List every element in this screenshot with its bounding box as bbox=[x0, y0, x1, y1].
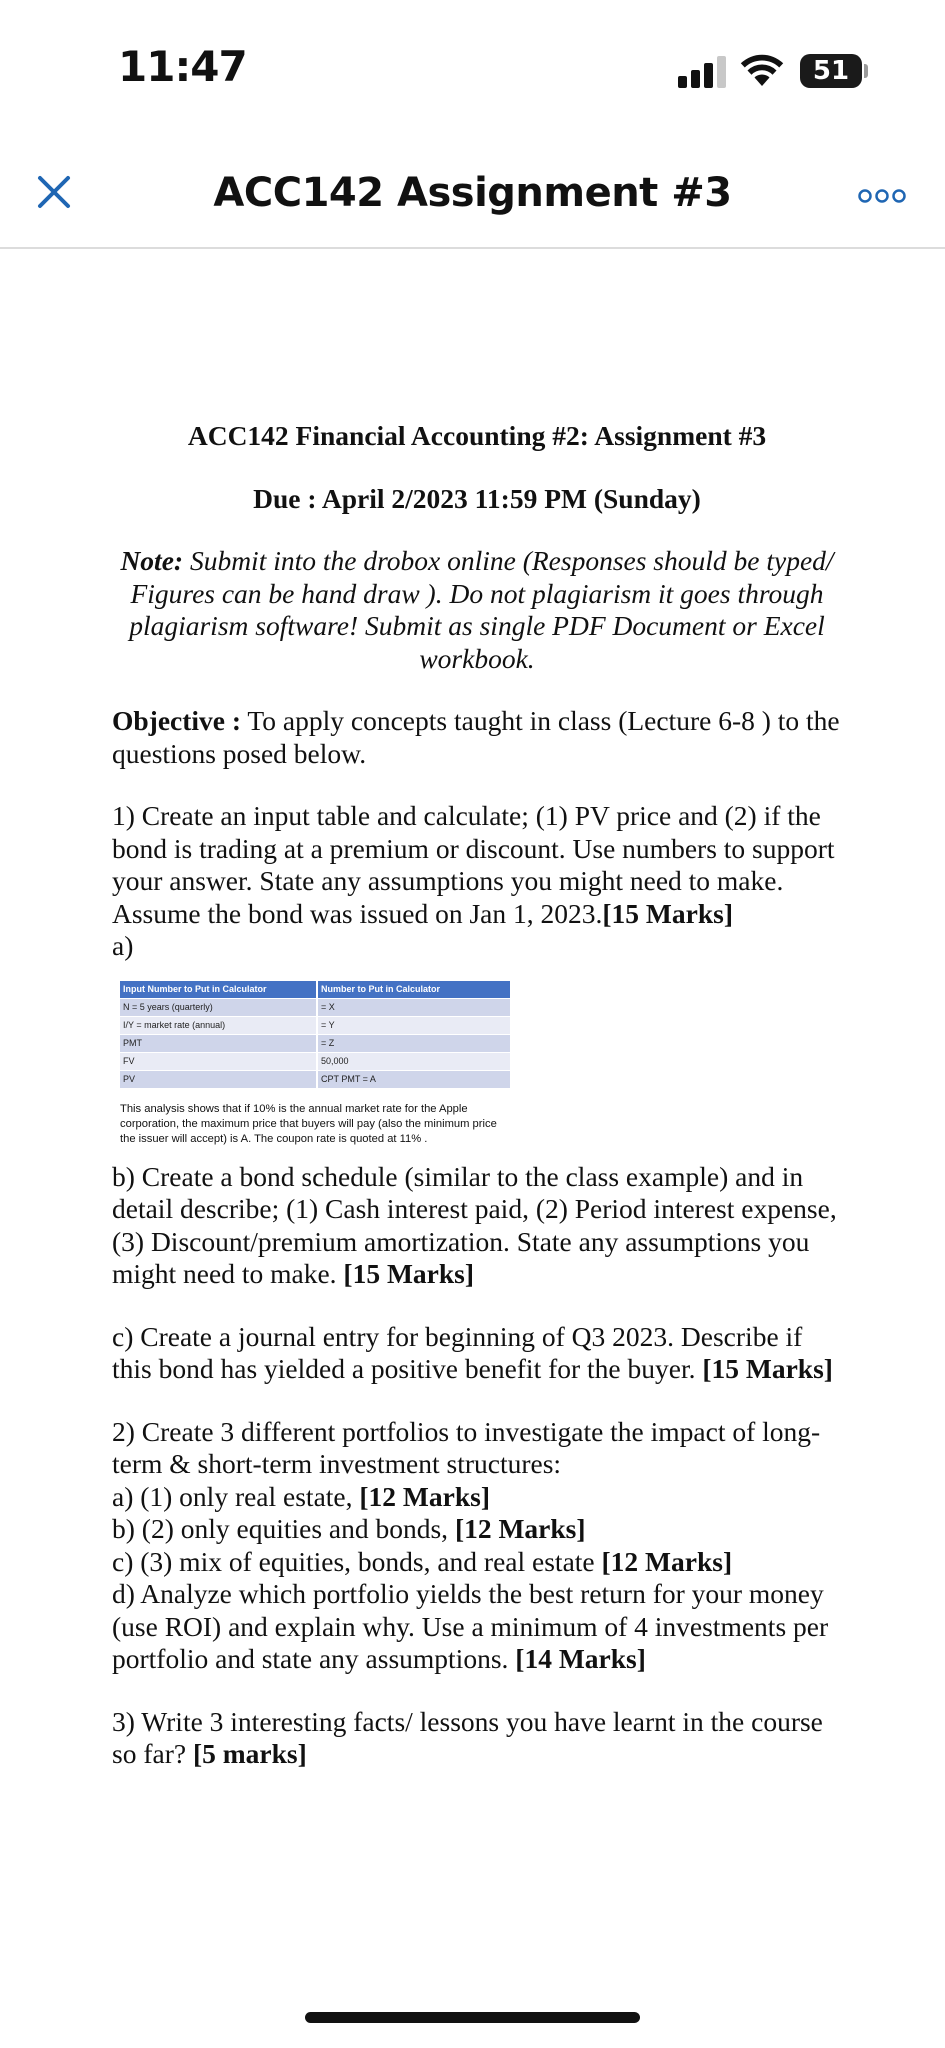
question-1-marks: [15 Marks] bbox=[602, 897, 733, 929]
table-header-cell: Number to Put in Calculator bbox=[317, 981, 511, 999]
question-1b-text: b) Create a bond schedule (similar to the class example) and in detail describe; (1) Cash interest paid, (2) Period interest expense, (3) Discount/premium amortization. State any assumptions you might need to make. bbox=[112, 1160, 837, 1289]
table-row bbox=[120, 1016, 511, 1034]
table-row bbox=[120, 1052, 511, 1070]
submission-note bbox=[112, 545, 842, 675]
table-caption: This analysis shows that if 10% is the annual market rate for the Apple corporation, the maximum price that buyers will pay (also the minimum price the issuer will accept) is A. The coupon rate is quoted at 11% . bbox=[120, 1102, 497, 1145]
objective-text: To apply concepts taught in class (Lecture 6-8 ) to the questions posed below. bbox=[112, 705, 840, 769]
calculator-input-table bbox=[120, 981, 512, 1088]
question-2a-text: a) (1) only real estate, bbox=[112, 1480, 360, 1512]
battery-tip bbox=[864, 64, 868, 78]
status-bar bbox=[0, 0, 945, 130]
objective-label: Objective : bbox=[112, 705, 242, 736]
question-1c bbox=[112, 1321, 842, 1386]
table-cell: = Z bbox=[317, 1034, 511, 1052]
question-3-marks: [5 marks] bbox=[192, 1738, 307, 1769]
nav-header bbox=[0, 130, 945, 249]
calculator-input-figure bbox=[120, 981, 512, 1147]
question-2b-text: b) (2) only equities and bonds, bbox=[112, 1513, 455, 1544]
question-3-text: 3) Write 3 interesting facts/ lessons you have learnt in the course so far? bbox=[112, 1705, 823, 1769]
question-1c-marks: [15 Marks] bbox=[702, 1353, 833, 1384]
question-2-intro: 2) Create 3 different portfolios to investigate the impact of long-term & short-term investment structures: bbox=[112, 1415, 821, 1479]
question-1a-label: a) bbox=[112, 930, 134, 961]
more-options-icon[interactable] bbox=[858, 188, 906, 204]
question-2d-marks: [14 Marks] bbox=[515, 1643, 646, 1674]
question-1 bbox=[112, 800, 842, 963]
table-cell: 50,000 bbox=[317, 1052, 511, 1070]
table-row bbox=[120, 1070, 511, 1088]
page-title: ACC142 Assignment #3 bbox=[213, 170, 732, 216]
table-cell: FV bbox=[120, 1052, 317, 1070]
question-2c-marks: [12 Marks] bbox=[601, 1545, 733, 1577]
question-2c-text: c) (3) mix of equities, bonds, and real estate bbox=[112, 1545, 602, 1577]
table-row bbox=[120, 1034, 511, 1052]
table-header-cell: Input Number to Put in Calculator bbox=[120, 981, 317, 999]
wifi-icon bbox=[740, 52, 784, 88]
table-cell: PMT bbox=[120, 1034, 317, 1052]
cellular-signal-icon bbox=[678, 56, 726, 88]
question-2b-marks: [12 Marks] bbox=[454, 1513, 586, 1544]
table-cell: = X bbox=[317, 998, 511, 1016]
due-date: Due : April 2/2023 11:59 PM (Sunday) bbox=[253, 482, 701, 514]
document-title: ACC142 Financial Accounting #2: Assignment #3 bbox=[187, 420, 767, 451]
objective bbox=[112, 705, 842, 770]
note-text: Submit into the drobox online (Responses should be typed/ Figures can be hand draw ). Do not plagiarism it goes through plagiarism software! Submit as single PDF Document or Excel workbook. bbox=[129, 545, 834, 674]
question-2d-text: d) Analyze which portfolio yields the best return for your money (use ROI) and explain why. Use a minimum of 4 investments per portfolio and state any assumptions. bbox=[112, 1578, 829, 1674]
table-header-row bbox=[120, 981, 511, 999]
note-label: Note: bbox=[120, 545, 184, 576]
question-1c-text: c) Create a journal entry for beginning of Q3 2023. Describe if this bond has yielded a positive benefit for the buyer. bbox=[112, 1320, 803, 1384]
question-1b-marks: [15 Marks] bbox=[343, 1258, 475, 1289]
table-row bbox=[120, 998, 511, 1016]
document-content bbox=[112, 420, 842, 1771]
table-cell: = Y bbox=[317, 1016, 511, 1034]
table-cell: N = 5 years (quarterly) bbox=[120, 998, 317, 1016]
question-1b bbox=[112, 1161, 842, 1291]
status-time: 11:47 bbox=[118, 42, 247, 91]
table-cell: I/Y = market rate (annual) bbox=[120, 1016, 317, 1034]
question-2a-marks: [12 Marks] bbox=[359, 1480, 490, 1512]
table-cell: PV bbox=[120, 1070, 317, 1088]
question-3 bbox=[112, 1706, 842, 1771]
home-indicator[interactable] bbox=[305, 2012, 640, 2023]
question-2 bbox=[112, 1416, 842, 1676]
table-cell: CPT PMT = A bbox=[317, 1070, 511, 1088]
question-1-text: 1) Create an input table and calculate; (1) PV price and (2) if the bond is trading at a premium or discount. Use numbers to support your answer. State any assumptions you might need to make. Assume the bond was issued on Jan 1, 2023. bbox=[112, 800, 835, 929]
battery-indicator: 51 bbox=[800, 54, 862, 88]
